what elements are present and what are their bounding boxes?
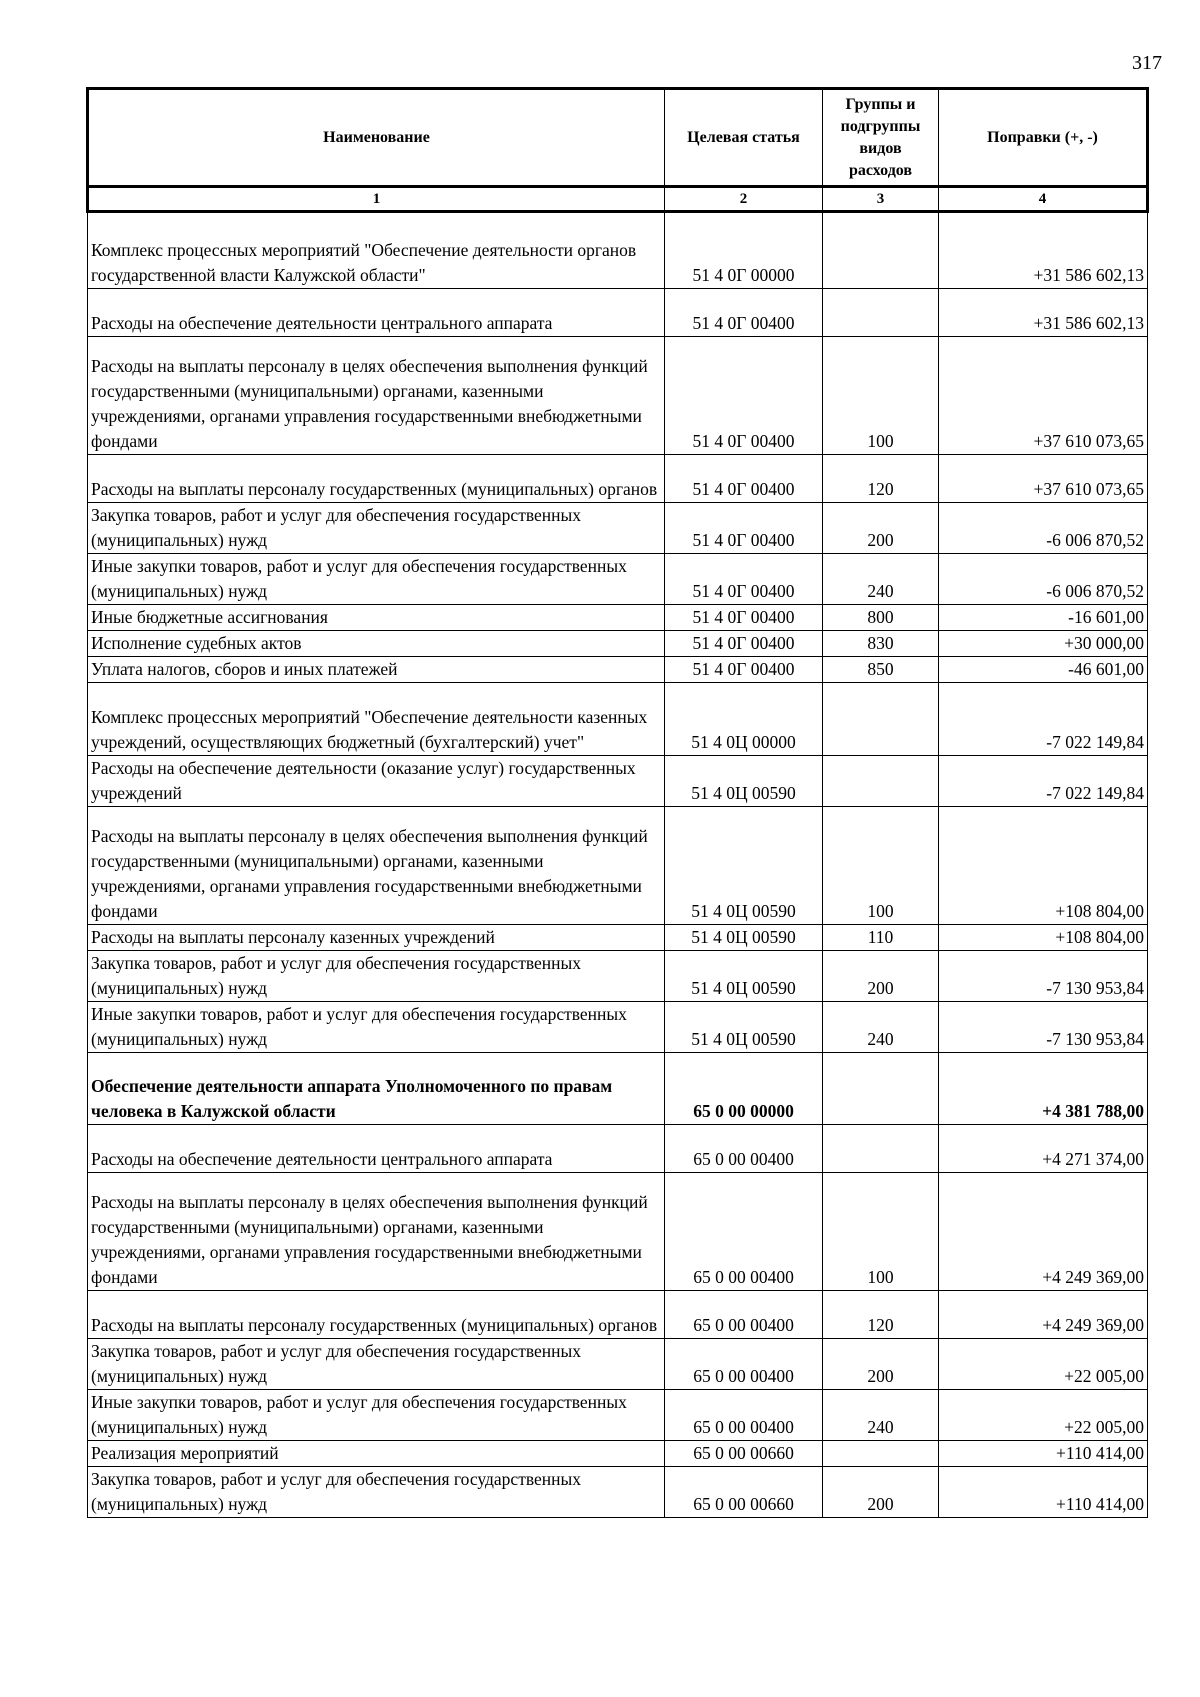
row-expense-group-cell: 800 xyxy=(823,605,939,631)
row-expense-group-cell xyxy=(823,1125,939,1173)
row-expense-group-cell: 110 xyxy=(823,925,939,951)
column-number: 3 xyxy=(823,187,939,212)
row-name-cell: Иные бюджетные ассигнования xyxy=(88,605,665,631)
row-expense-group-cell: 240 xyxy=(823,1390,939,1441)
row-name-cell: Комплекс процессных мероприятий "Обеспечение деятельности казенных учреждений, осуществляющих бюджетный (бухгалтерский) учет" xyxy=(88,683,665,756)
table-row xyxy=(88,503,1148,554)
row-amendment-cell: +110 414,00 xyxy=(939,1441,1148,1467)
row-amendment-cell: -7 130 953,84 xyxy=(939,1002,1148,1053)
page-number: 317 xyxy=(1132,52,1162,74)
row-target-article-cell: 65 0 00 00400 xyxy=(665,1390,823,1441)
row-name-cell: Закупка товаров, работ и услуг для обеспечения государственных (муниципальных) нужд xyxy=(88,1339,665,1390)
row-amendment-cell: +108 804,00 xyxy=(939,925,1148,951)
row-name-cell: Исполнение судебных актов xyxy=(88,631,665,657)
row-target-article-cell: 65 0 00 00660 xyxy=(665,1441,823,1467)
row-target-article-cell: 51 4 0Ц 00590 xyxy=(665,1002,823,1053)
row-name-cell: Закупка товаров, работ и услуг для обеспечения государственных (муниципальных) нужд xyxy=(88,951,665,1002)
row-target-article-cell: 65 0 00 00400 xyxy=(665,1125,823,1173)
table-row xyxy=(88,807,1148,925)
table-header-row xyxy=(88,89,1148,187)
row-amendment-cell: -16 601,00 xyxy=(939,605,1148,631)
row-amendment-cell: +31 586 602,13 xyxy=(939,289,1148,337)
row-expense-group-cell: 200 xyxy=(823,1339,939,1390)
row-expense-group-cell: 850 xyxy=(823,657,939,683)
row-name-cell: Расходы на выплаты персоналу в целях обеспечения выполнения функций государственными (муниципальными) органами, казенными учреждениями, органами управления государственными внебюджетными фондами xyxy=(88,337,665,455)
table-row xyxy=(88,1390,1148,1441)
row-name-cell: Расходы на выплаты персоналу государственных (муниципальных) органов xyxy=(88,455,665,503)
table-row xyxy=(88,1441,1148,1467)
row-target-article-cell: 65 0 00 00400 xyxy=(665,1339,823,1390)
row-expense-group-cell xyxy=(823,1053,939,1125)
row-name-cell: Иные закупки товаров, работ и услуг для обеспечения государственных (муниципальных) нужд xyxy=(88,1002,665,1053)
header-expense-groups: Группы и подгруппы видов расходов xyxy=(823,89,939,187)
table-row xyxy=(88,925,1148,951)
table-row xyxy=(88,1173,1148,1291)
row-name-cell: Расходы на обеспечение деятельности (оказание услуг) государственных учреждений xyxy=(88,756,665,807)
table-row xyxy=(88,756,1148,807)
row-amendment-cell: +22 005,00 xyxy=(939,1339,1148,1390)
row-name-cell: Расходы на выплаты персоналу в целях обеспечения выполнения функций государственными (муниципальными) органами, казенными учреждениями, органами управления государственными внебюджетными фондами xyxy=(88,807,665,925)
row-target-article-cell: 65 0 00 00400 xyxy=(665,1291,823,1339)
table-row xyxy=(88,1291,1148,1339)
row-amendment-cell: -46 601,00 xyxy=(939,657,1148,683)
row-expense-group-cell: 200 xyxy=(823,1467,939,1518)
row-name-cell: Расходы на выплаты персоналу в целях обеспечения выполнения функций государственными (муниципальными) органами, казенными учреждениями, органами управления государственными внебюджетными фондами xyxy=(88,1173,665,1291)
row-expense-group-cell: 100 xyxy=(823,337,939,455)
row-name-cell: Обеспечение деятельности аппарата Уполномоченного по правам человека в Калужской области xyxy=(88,1053,665,1125)
row-expense-group-cell: 100 xyxy=(823,807,939,925)
row-amendment-cell: -6 006 870,52 xyxy=(939,503,1148,554)
row-expense-group-cell: 200 xyxy=(823,503,939,554)
row-expense-group-cell xyxy=(823,289,939,337)
row-name-cell: Расходы на обеспечение деятельности центрального аппарата xyxy=(88,1125,665,1173)
table-row xyxy=(88,683,1148,756)
row-amendment-cell: +37 610 073,65 xyxy=(939,337,1148,455)
budget-amendments-table xyxy=(86,87,1149,1518)
table-row xyxy=(88,1467,1148,1518)
table-row xyxy=(88,337,1148,455)
row-expense-group-cell: 100 xyxy=(823,1173,939,1291)
row-target-article-cell: 65 0 00 00660 xyxy=(665,1467,823,1518)
table-row xyxy=(88,554,1148,605)
row-amendment-cell: -6 006 870,52 xyxy=(939,554,1148,605)
row-name-cell: Иные закупки товаров, работ и услуг для обеспечения государственных (муниципальных) нужд xyxy=(88,1390,665,1441)
row-name-cell: Закупка товаров, работ и услуг для обеспечения государственных (муниципальных) нужд xyxy=(88,1467,665,1518)
row-expense-group-cell: 240 xyxy=(823,554,939,605)
column-number: 4 xyxy=(939,187,1148,212)
row-target-article-cell: 51 4 0Г 00400 xyxy=(665,657,823,683)
row-target-article-cell: 51 4 0Г 00400 xyxy=(665,605,823,631)
table-row xyxy=(88,605,1148,631)
row-target-article-cell: 51 4 0Г 00400 xyxy=(665,503,823,554)
row-target-article-cell: 51 4 0Г 00400 xyxy=(665,289,823,337)
row-name-cell: Расходы на выплаты персоналу казенных учреждений xyxy=(88,925,665,951)
row-target-article-cell: 51 4 0Г 00000 xyxy=(665,212,823,289)
row-expense-group-cell: 120 xyxy=(823,455,939,503)
row-amendment-cell: -7 130 953,84 xyxy=(939,951,1148,1002)
row-target-article-cell: 65 0 00 00400 xyxy=(665,1173,823,1291)
row-target-article-cell: 65 0 00 00000 xyxy=(665,1053,823,1125)
row-target-article-cell: 51 4 0Ц 00590 xyxy=(665,925,823,951)
table-body xyxy=(88,212,1148,1518)
row-amendment-cell: -7 022 149,84 xyxy=(939,683,1148,756)
row-expense-group-cell: 200 xyxy=(823,951,939,1002)
row-target-article-cell: 51 4 0Ц 00590 xyxy=(665,951,823,1002)
row-expense-group-cell xyxy=(823,1441,939,1467)
row-target-article-cell: 51 4 0Ц 00000 xyxy=(665,683,823,756)
row-name-cell: Расходы на обеспечение деятельности центрального аппарата xyxy=(88,289,665,337)
header-name: Наименование xyxy=(88,89,665,187)
table-row xyxy=(88,1125,1148,1173)
row-amendment-cell: +30 000,00 xyxy=(939,631,1148,657)
row-amendment-cell: +4 249 369,00 xyxy=(939,1173,1148,1291)
row-target-article-cell: 51 4 0Г 00400 xyxy=(665,554,823,605)
row-amendment-cell: +108 804,00 xyxy=(939,807,1148,925)
row-name-cell: Закупка товаров, работ и услуг для обеспечения государственных (муниципальных) нужд xyxy=(88,503,665,554)
row-amendment-cell: +4 249 369,00 xyxy=(939,1291,1148,1339)
row-amendment-cell: -7 022 149,84 xyxy=(939,756,1148,807)
row-amendment-cell: +22 005,00 xyxy=(939,1390,1148,1441)
table-row xyxy=(88,289,1148,337)
row-expense-group-cell: 120 xyxy=(823,1291,939,1339)
row-amendment-cell: +31 586 602,13 xyxy=(939,212,1148,289)
row-amendment-cell: +4 381 788,00 xyxy=(939,1053,1148,1125)
header-target-article: Целевая статья xyxy=(665,89,823,187)
row-expense-group-cell: 240 xyxy=(823,1002,939,1053)
row-name-cell: Иные закупки товаров, работ и услуг для обеспечения государственных (муниципальных) нужд xyxy=(88,554,665,605)
row-expense-group-cell: 830 xyxy=(823,631,939,657)
table-row xyxy=(88,1002,1148,1053)
table-row xyxy=(88,657,1148,683)
row-expense-group-cell xyxy=(823,212,939,289)
row-name-cell: Комплекс процессных мероприятий "Обеспечение деятельности органов государственной власти Калужской области" xyxy=(88,212,665,289)
header-amendments: Поправки (+, -) xyxy=(939,89,1148,187)
column-number-row xyxy=(88,187,1148,212)
row-amendment-cell: +110 414,00 xyxy=(939,1467,1148,1518)
table-row xyxy=(88,455,1148,503)
table-row xyxy=(88,951,1148,1002)
table-row xyxy=(88,1053,1148,1125)
table-row xyxy=(88,631,1148,657)
table-row xyxy=(88,212,1148,289)
row-target-article-cell: 51 4 0Г 00400 xyxy=(665,455,823,503)
row-name-cell: Уплата налогов, сборов и иных платежей xyxy=(88,657,665,683)
row-amendment-cell: +4 271 374,00 xyxy=(939,1125,1148,1173)
row-target-article-cell: 51 4 0Г 00400 xyxy=(665,337,823,455)
row-expense-group-cell xyxy=(823,683,939,756)
table-row xyxy=(88,1339,1148,1390)
column-number: 1 xyxy=(88,187,665,212)
column-number: 2 xyxy=(665,187,823,212)
row-amendment-cell: +37 610 073,65 xyxy=(939,455,1148,503)
row-target-article-cell: 51 4 0Г 00400 xyxy=(665,631,823,657)
row-name-cell: Реализация мероприятий xyxy=(88,1441,665,1467)
row-expense-group-cell xyxy=(823,756,939,807)
row-target-article-cell: 51 4 0Ц 00590 xyxy=(665,756,823,807)
row-target-article-cell: 51 4 0Ц 00590 xyxy=(665,807,823,925)
row-name-cell: Расходы на выплаты персоналу государственных (муниципальных) органов xyxy=(88,1291,665,1339)
